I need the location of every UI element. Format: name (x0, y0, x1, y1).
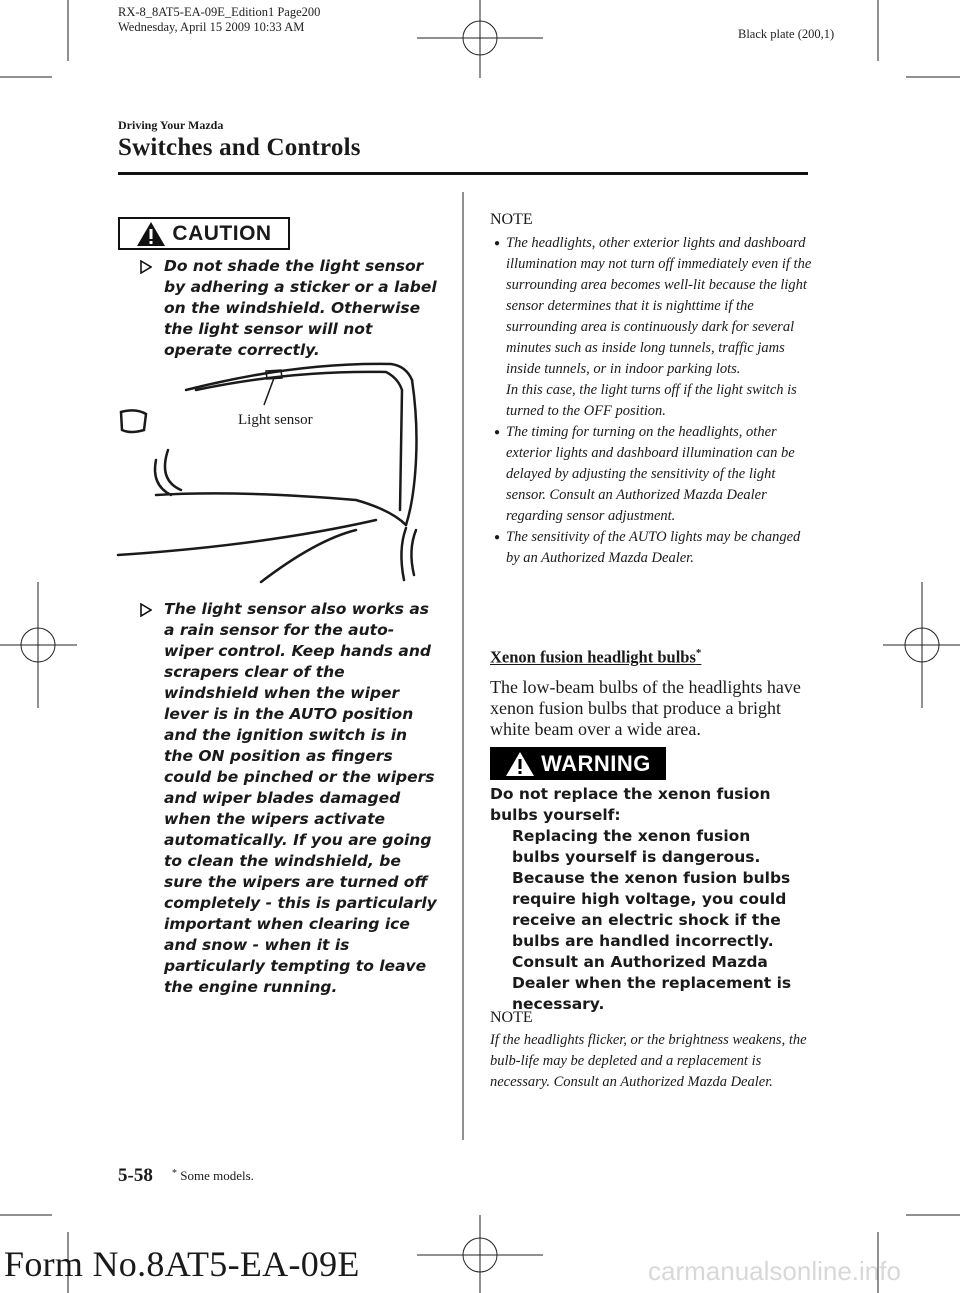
note-heading-2: NOTE (490, 1009, 533, 1026)
xenon-body: The low-beam bulbs of the headlights have xenon fusion bulbs that produce a bright white beam over a wide area. (490, 677, 801, 739)
some-models-marker: * (695, 647, 702, 659)
note-item-3-text: The sensitivity of the AUTO lights may be changed by an Authorized Mazda Dealer. (506, 529, 801, 566)
xenon-heading-text: Xenon fusion headlight bulbs (490, 647, 696, 667)
print-file-info (118, 5, 320, 35)
note-item-2-text: The timing for turning on the headlights, other exterior lights and dashboard illumination can be delayed by adjusting the sensitivity of the light sensor. Consult an Authorized Mazda Dealer regarding sensor adjustment. (506, 424, 795, 524)
bullet-dot-icon: ● (494, 427, 501, 438)
windshield-illustration (116, 350, 446, 590)
page-number: 5-58 (118, 1165, 153, 1186)
watermark: carmanualsonline.info (648, 1256, 901, 1286)
caution-item-1 (140, 256, 440, 361)
caution-item-2-text: The light sensor also works as a rain sensor for the auto-wiper control. Keep hands and scrapers clear of the windshield when the wiper lever is in the AUTO position and the ignition switch is in the ON position as fingers could be pinched or the wipers and wiper blades damaged when the wipers activate automatically. If you are going to clean the windshield, be sure the wipers are turned off completely - this is particularly important when clearing ice and snow - when it is particularly tempting to leave the engine running. (164, 600, 437, 996)
footnote-text: Some models. (180, 1168, 254, 1183)
warning-label-box (490, 747, 666, 780)
caution-item-2 (140, 599, 440, 998)
light-sensor-callout: Light sensor (238, 412, 313, 428)
note-heading-1: NOTE (490, 211, 533, 228)
form-number: Form No.8AT5-EA-09E (4, 1244, 360, 1284)
arrow-bullet-icon (140, 599, 164, 998)
warning-detail: Replacing the xenon fusion bulbs yourself is dangerous. Because the xenon fusion bulbs require high voltage, you could receive an electric shock if the bulbs are handled incorrectly. Consult an Authorized Mazda Dealer when the replacement is necessary. (512, 827, 792, 1013)
plate-info: Black plate (200,1) (738, 27, 835, 41)
note-item-1 (494, 233, 812, 422)
caution-item-1-text: Do not shade the light sensor by adhering a sticker or a label on the windshield. Otherwise the light sensor will not operate correctly. (164, 257, 437, 359)
warning-label: WARNING (541, 750, 651, 776)
note-item-1-text: The headlights, other exterior lights and dashboard illumination may not turn off immediately even if the surrounding area becomes well-lit because the light sensor determines that it is nighttime if the surrounding area is continuously dark for several minutes such as inside long tunnels, traffic jams inside tunnels, or in indoor parking lots. (506, 235, 812, 377)
xenon-heading (490, 647, 701, 668)
title-rule (118, 172, 808, 175)
print-date-line: Wednesday, April 15 2009 10:33 AM (118, 20, 305, 34)
note-item-2 (494, 422, 812, 527)
arrow-bullet-icon (140, 256, 164, 361)
print-file-line: RX-8_8AT5-EA-09E_Edition1 Page200 (118, 5, 321, 19)
section-label: Driving Your Mazda (118, 118, 224, 132)
warning-triangle-icon (505, 751, 535, 777)
caution-label-box (118, 217, 290, 250)
page-title: Switches and Controls (118, 134, 361, 161)
footnote (172, 1168, 254, 1184)
note-list-1 (494, 233, 812, 569)
note-item-3 (494, 527, 812, 569)
note-2-text: If the headlights flicker, or the brightness weakens, the bulb-life may be depleted and a replacement is necessary. Consult an Authorized Mazda Dealer. (490, 1032, 807, 1090)
warning-lead: Do not replace the xenon fusion bulbs yourself: (490, 785, 771, 824)
note-item-1-extra: In this case, the light turns off if the light switch is turned to the OFF position. (506, 382, 797, 419)
caution-label: CAUTION (172, 221, 272, 245)
warning-triangle-icon (136, 221, 166, 247)
bullet-dot-icon: ● (494, 238, 501, 249)
footnote-marker: * (172, 1168, 177, 1179)
bullet-dot-icon: ● (494, 532, 501, 543)
